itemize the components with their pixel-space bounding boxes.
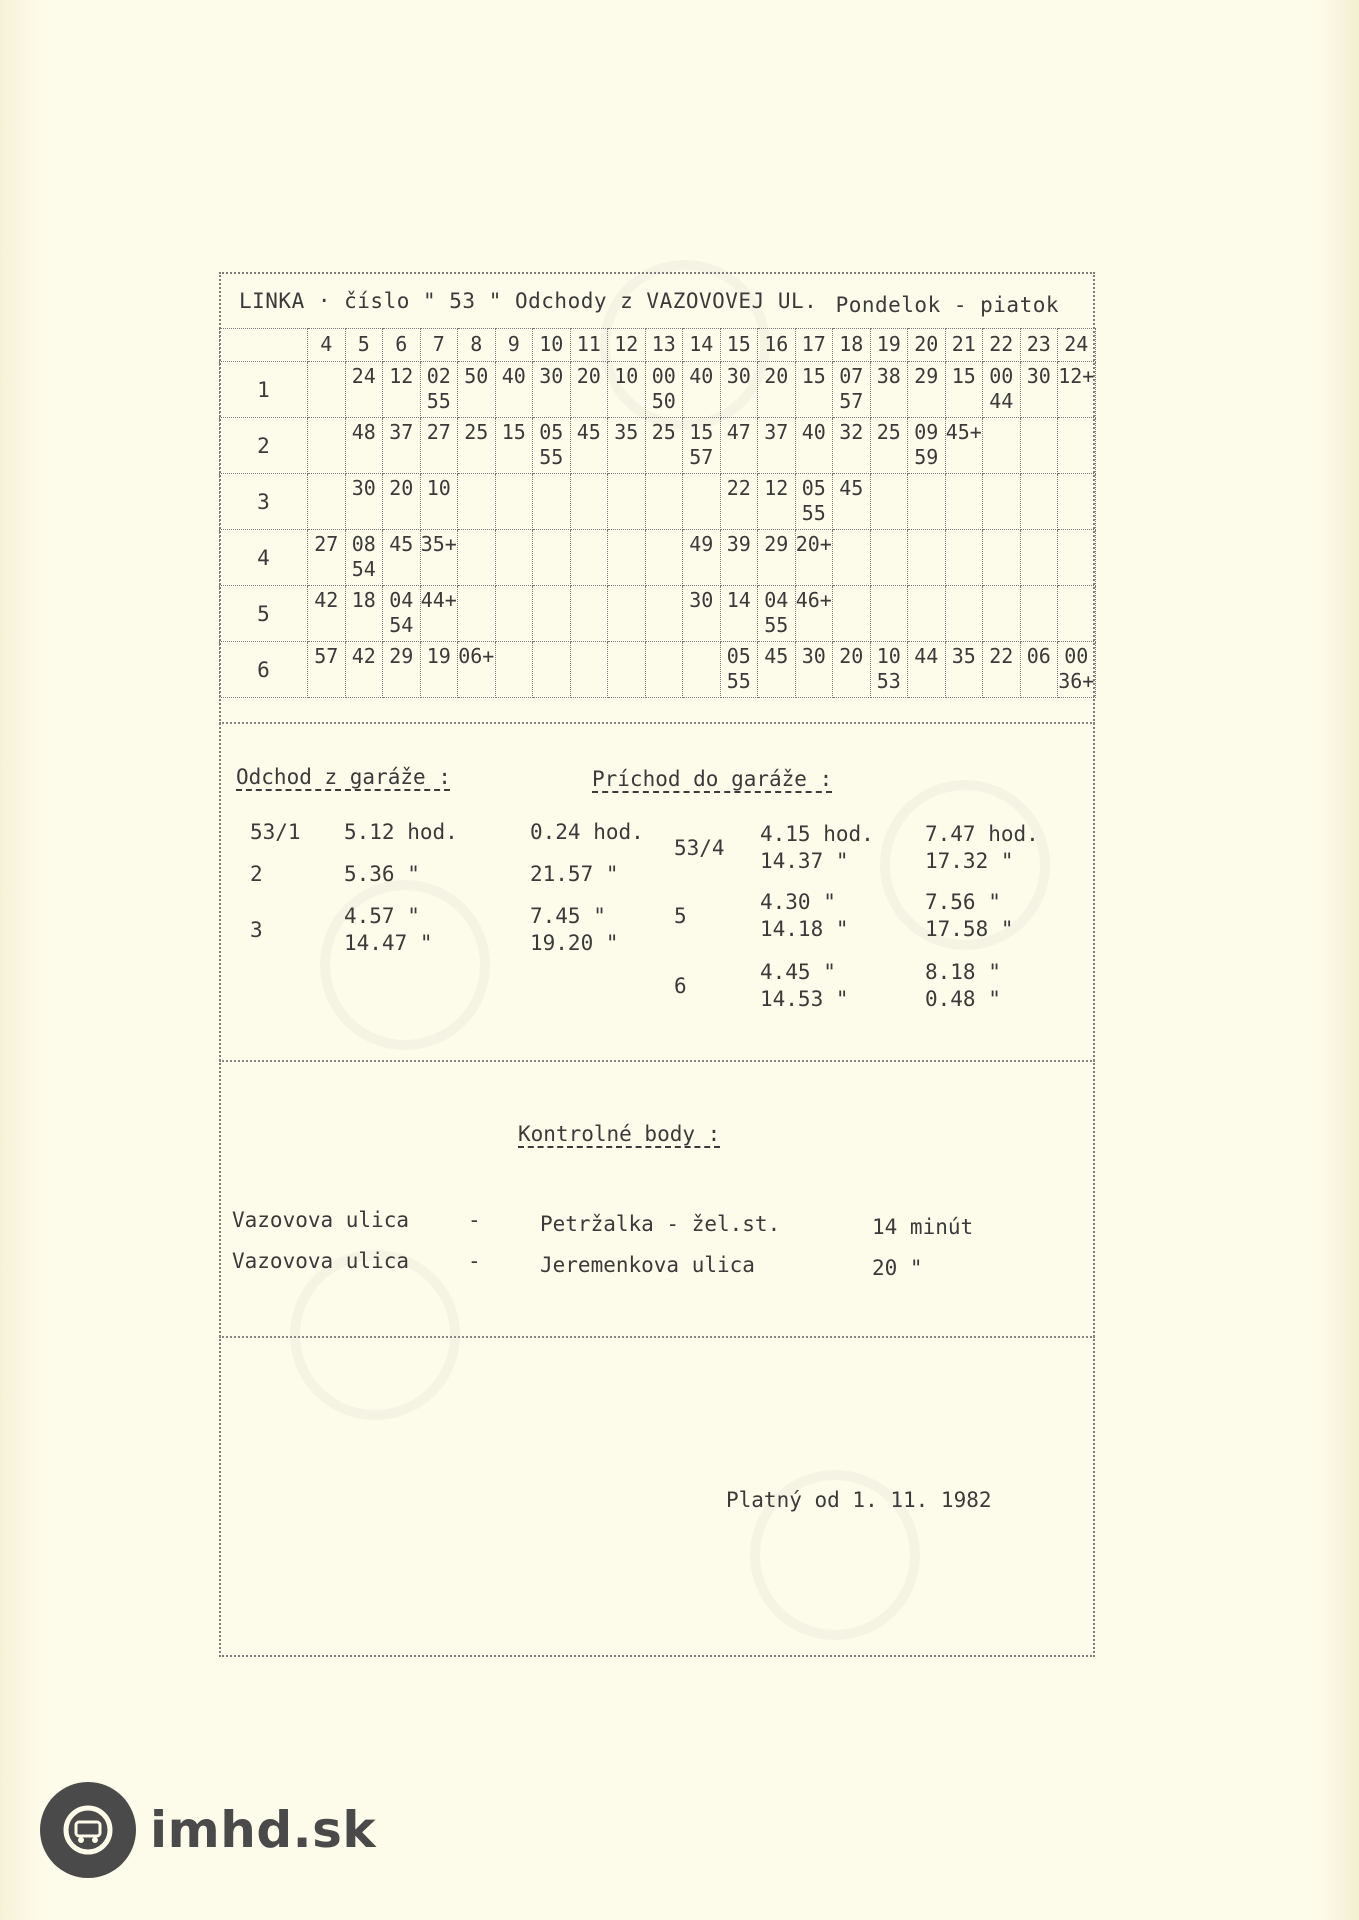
minute-cell — [420, 530, 458, 586]
hour-header: 4 — [308, 329, 346, 362]
garage-course-label: 5 — [674, 904, 687, 928]
minute-cell — [570, 474, 608, 530]
control-dash: - — [468, 1208, 481, 1232]
minute-cell — [383, 474, 421, 530]
minute-value-secondary: 55 — [426, 389, 451, 413]
minute-value: 46+ — [795, 588, 832, 612]
validity-note: Platný od 1. 11. 1982 — [726, 1488, 992, 1512]
minute-value: 40 — [501, 364, 526, 388]
hour-header: 18 — [833, 329, 871, 362]
hour-header: 20 — [908, 329, 946, 362]
hour-header: 15 — [720, 329, 758, 362]
minute-value-secondary: 55 — [726, 669, 751, 693]
minute-value: 35 — [951, 644, 976, 668]
hour-header: 23 — [1020, 329, 1058, 362]
control-from: Vazovova ulica — [232, 1249, 410, 1273]
minute-cell — [795, 642, 833, 698]
minute-cell — [758, 530, 796, 586]
minute-cell — [383, 642, 421, 698]
minute-cell — [1058, 362, 1096, 418]
minute-cell — [420, 362, 458, 418]
course-label: 2 — [220, 418, 308, 474]
minute-cell — [1058, 418, 1096, 474]
course-label: 5 — [220, 586, 308, 642]
minute-value: 20 — [764, 364, 789, 388]
minute-value: 04 — [389, 588, 414, 612]
minute-cell — [758, 362, 796, 418]
minute-cell — [795, 362, 833, 418]
minute-value: 40 — [801, 420, 826, 444]
minute-value: 00 — [1064, 644, 1089, 668]
minute-cell — [383, 418, 421, 474]
minute-value: 45+ — [945, 420, 982, 444]
minute-value: 57 — [314, 644, 339, 668]
course-label: 3 — [220, 474, 308, 530]
minute-cell — [908, 642, 946, 698]
minute-value: 06+ — [458, 644, 495, 668]
minute-value: 32 — [839, 420, 864, 444]
minute-value: 14 — [726, 588, 751, 612]
minute-value: 25 — [464, 420, 489, 444]
minute-cell — [645, 474, 683, 530]
minute-value-secondary: 50 — [651, 389, 676, 413]
minute-value-secondary: 44 — [989, 389, 1014, 413]
minute-cell — [533, 474, 571, 530]
minute-value: 30 — [539, 364, 564, 388]
minute-cell — [458, 362, 496, 418]
table-row — [220, 362, 1096, 418]
table-row — [220, 418, 1096, 474]
minute-cell — [758, 586, 796, 642]
minute-cell — [608, 362, 646, 418]
course-label: 6 — [220, 642, 308, 698]
garage-course-label: 2 — [250, 862, 263, 886]
timetable-header — [219, 285, 1095, 321]
hour-header-row — [220, 329, 1096, 362]
minute-value: 15 — [801, 364, 826, 388]
garage-departure-time: 4.30 " — [760, 890, 836, 914]
minute-value: 12 — [764, 476, 789, 500]
garage-departure-time: 4.45 " — [760, 960, 836, 984]
minute-cell — [533, 530, 571, 586]
hour-header: 8 — [458, 329, 496, 362]
minute-value: 39 — [726, 532, 751, 556]
minute-value-secondary: 59 — [914, 445, 939, 469]
garage-departure-time: 14.18 " — [760, 917, 849, 941]
hour-header: 7 — [420, 329, 458, 362]
minute-value-secondary: 55 — [764, 613, 789, 637]
hour-header: 6 — [383, 329, 421, 362]
minute-cell — [570, 642, 608, 698]
header-corner — [220, 329, 308, 362]
control-dash: - — [468, 1249, 481, 1273]
minute-cell — [1020, 418, 1058, 474]
minute-value: 30 — [689, 588, 714, 612]
minute-value-secondary: 53 — [876, 669, 901, 693]
minute-cell — [720, 530, 758, 586]
garage-departure-time: 4.15 hod. — [760, 822, 874, 846]
minute-value: 09 — [914, 420, 939, 444]
minute-cell — [758, 474, 796, 530]
minute-value: 00 — [651, 364, 676, 388]
minute-cell — [645, 418, 683, 474]
minute-value: 29 — [764, 532, 789, 556]
minute-value-secondary: 54 — [389, 613, 414, 637]
minute-cell — [308, 362, 346, 418]
garage-course-label: 53/4 — [674, 836, 725, 860]
minute-cell — [570, 586, 608, 642]
days-label: Pondelok - piatok — [835, 293, 1059, 317]
minute-cell — [1058, 586, 1096, 642]
minute-cell — [683, 642, 721, 698]
minute-value: 10 — [876, 644, 901, 668]
minute-value: 35 — [614, 420, 639, 444]
minute-value: 20 — [389, 476, 414, 500]
minute-value: 47 — [726, 420, 751, 444]
minute-cell — [645, 642, 683, 698]
table-row — [220, 474, 1096, 530]
garage-departure-time: 14.47 " — [344, 931, 433, 955]
hour-header: 14 — [683, 329, 721, 362]
minute-cell — [570, 362, 608, 418]
minute-cell — [495, 642, 533, 698]
control-to: Petržalka - žel.st. — [540, 1212, 781, 1236]
minute-cell — [795, 418, 833, 474]
minute-cell — [720, 418, 758, 474]
minute-value: 12 — [389, 364, 414, 388]
garage-course-label: 53/1 — [250, 820, 301, 844]
garage-arrival-time: 17.32 " — [925, 849, 1014, 873]
minute-value: 10 — [614, 364, 639, 388]
minute-cell — [833, 642, 871, 698]
minute-cell — [908, 530, 946, 586]
minute-value: 15 — [689, 420, 714, 444]
minute-value-secondary: 54 — [351, 557, 376, 581]
minute-cell — [645, 530, 683, 586]
garage-course-label: 3 — [250, 918, 263, 942]
minute-cell — [345, 530, 383, 586]
table-row — [220, 586, 1096, 642]
minute-cell — [833, 418, 871, 474]
minute-value: 15 — [951, 364, 976, 388]
minute-value: 12+ — [1058, 364, 1095, 388]
minute-value: 02 — [426, 364, 451, 388]
garage-arrival-time: 7.47 hod. — [925, 822, 1039, 846]
hour-header: 12 — [608, 329, 646, 362]
hour-header: 13 — [645, 329, 683, 362]
divider — [219, 1336, 1095, 1338]
minute-value-secondary: 57 — [839, 389, 864, 413]
minute-cell — [1058, 530, 1096, 586]
control-time: 14 minút — [872, 1215, 974, 1239]
minute-cell — [458, 530, 496, 586]
minute-cell — [383, 530, 421, 586]
hour-header: 17 — [795, 329, 833, 362]
minute-cell — [495, 474, 533, 530]
minute-cell — [720, 642, 758, 698]
garage-arrival-time: 7.56 " — [925, 890, 1001, 914]
minute-value: 37 — [764, 420, 789, 444]
minute-cell — [345, 474, 383, 530]
minute-cell — [308, 642, 346, 698]
hour-header: 21 — [945, 329, 983, 362]
minute-cell — [945, 474, 983, 530]
garage-arrival-time: 8.18 " — [925, 960, 1001, 984]
minute-cell — [870, 474, 908, 530]
control-from: Vazovova ulica — [232, 1208, 410, 1232]
minute-cell — [983, 586, 1021, 642]
minute-cell — [983, 530, 1021, 586]
minute-cell — [795, 474, 833, 530]
minute-value-secondary: 57 — [689, 445, 714, 469]
table-row — [220, 530, 1096, 586]
minute-cell — [683, 530, 721, 586]
garage-arrival-time: 17.58 " — [925, 917, 1014, 941]
minute-cell — [1020, 474, 1058, 530]
divider — [219, 722, 1095, 724]
minute-value: 08 — [351, 532, 376, 556]
minute-value: 40 — [689, 364, 714, 388]
minute-value: 10 — [426, 476, 451, 500]
minute-value: 45 — [764, 644, 789, 668]
minute-cell — [458, 474, 496, 530]
course-label: 1 — [220, 362, 308, 418]
minute-value-secondary: 36+ — [1058, 669, 1095, 693]
minute-cell — [533, 586, 571, 642]
minute-value: 22 — [726, 476, 751, 500]
garage-departure-time: 14.37 " — [760, 849, 849, 873]
minute-cell — [833, 474, 871, 530]
minute-cell — [345, 642, 383, 698]
garage-arrival-heading: Príchod do garáže : — [592, 767, 833, 791]
minute-value: 29 — [914, 364, 939, 388]
minute-cell — [908, 418, 946, 474]
control-time: 20 " — [872, 1256, 923, 1280]
minute-cell — [1020, 362, 1058, 418]
minute-cell — [1020, 530, 1058, 586]
minute-value: 24 — [351, 364, 376, 388]
garage-departure-time: 5.12 hod. — [344, 820, 458, 844]
minute-value: 27 — [314, 532, 339, 556]
minute-cell — [308, 530, 346, 586]
minute-value: 38 — [876, 364, 901, 388]
hour-header: 22 — [983, 329, 1021, 362]
minute-value: 22 — [989, 644, 1014, 668]
minute-cell — [645, 586, 683, 642]
minute-cell — [1020, 586, 1058, 642]
minute-cell — [308, 586, 346, 642]
minute-cell — [983, 418, 1021, 474]
minute-cell — [345, 362, 383, 418]
minute-value: 50 — [464, 364, 489, 388]
divider — [219, 1060, 1095, 1062]
minute-value: 04 — [764, 588, 789, 612]
minute-cell — [608, 530, 646, 586]
minute-cell — [1020, 642, 1058, 698]
minute-value: 20+ — [795, 532, 832, 556]
minute-value: 37 — [389, 420, 414, 444]
minute-cell — [908, 474, 946, 530]
minute-value: 27 — [426, 420, 451, 444]
page-title: LINKA · číslo " 53 " Odchody z VAZOVOVEJ UL. — [239, 289, 818, 313]
minute-cell — [908, 362, 946, 418]
minute-cell — [683, 362, 721, 418]
minute-cell — [870, 586, 908, 642]
minute-cell — [420, 642, 458, 698]
control-to: Jeremenkova ulica — [540, 1253, 755, 1277]
minute-cell — [833, 362, 871, 418]
minute-value: 05 — [726, 644, 751, 668]
minute-cell — [570, 530, 608, 586]
minute-cell — [608, 642, 646, 698]
hour-header: 16 — [758, 329, 796, 362]
minute-cell — [758, 418, 796, 474]
minute-cell — [533, 418, 571, 474]
hour-header: 5 — [345, 329, 383, 362]
minute-cell — [495, 586, 533, 642]
minute-cell — [608, 586, 646, 642]
table-row — [220, 642, 1096, 698]
minute-cell — [383, 586, 421, 642]
minute-cell — [795, 530, 833, 586]
minute-cell — [983, 362, 1021, 418]
logo-text: imhd.sk — [150, 1801, 377, 1859]
minute-cell — [383, 362, 421, 418]
minute-value: 48 — [351, 420, 376, 444]
minute-cell — [683, 474, 721, 530]
minute-cell — [795, 586, 833, 642]
minute-cell — [870, 362, 908, 418]
minute-cell — [945, 642, 983, 698]
minute-value: 19 — [426, 644, 451, 668]
minute-cell — [308, 418, 346, 474]
minute-cell — [870, 642, 908, 698]
minute-value: 20 — [576, 364, 601, 388]
minute-cell — [720, 586, 758, 642]
minute-cell — [833, 530, 871, 586]
minute-value: 44 — [914, 644, 939, 668]
minute-cell — [345, 586, 383, 642]
hour-header: 24 — [1058, 329, 1096, 362]
minute-cell — [833, 586, 871, 642]
minute-value: 07 — [839, 364, 864, 388]
minute-cell — [533, 362, 571, 418]
minute-cell — [458, 586, 496, 642]
hour-header: 9 — [495, 329, 533, 362]
garage-departure-time: 5.36 " — [344, 862, 420, 886]
garage-arrival-time: 19.20 " — [530, 931, 619, 955]
minute-value: 05 — [539, 420, 564, 444]
minute-value: 44+ — [420, 588, 457, 612]
minute-value: 30 — [801, 644, 826, 668]
minute-cell — [458, 418, 496, 474]
minute-cell — [945, 362, 983, 418]
minute-cell — [945, 530, 983, 586]
minute-value: 30 — [726, 364, 751, 388]
minute-cell — [1058, 474, 1096, 530]
minute-value: 42 — [314, 588, 339, 612]
minute-cell — [983, 474, 1021, 530]
minute-cell — [308, 474, 346, 530]
minute-value: 29 — [389, 644, 414, 668]
minute-value: 30 — [1026, 364, 1051, 388]
garage-arrival-time: 0.24 hod. — [530, 820, 644, 844]
minute-value: 18 — [351, 588, 376, 612]
minute-cell — [945, 586, 983, 642]
garage-arrival-time: 7.45 " — [530, 904, 606, 928]
minute-value-secondary: 55 — [801, 501, 826, 525]
garage-departure-time: 4.57 " — [344, 904, 420, 928]
minute-cell — [570, 418, 608, 474]
bus-icon — [40, 1782, 136, 1878]
minute-cell — [945, 418, 983, 474]
garage-arrival-time: 0.48 " — [925, 987, 1001, 1011]
minute-value: 45 — [389, 532, 414, 556]
minute-value-secondary: 55 — [539, 445, 564, 469]
minute-cell — [608, 474, 646, 530]
minute-cell — [908, 586, 946, 642]
minute-cell — [608, 418, 646, 474]
minute-value: 25 — [876, 420, 901, 444]
minute-value: 45 — [576, 420, 601, 444]
minute-value: 05 — [801, 476, 826, 500]
minute-value: 35+ — [420, 532, 457, 556]
hour-header: 19 — [870, 329, 908, 362]
minute-cell — [495, 418, 533, 474]
garage-course-label: 6 — [674, 974, 687, 998]
garage-departure-heading: Odchod z garáže : — [236, 765, 451, 789]
minute-cell — [495, 530, 533, 586]
minute-value: 45 — [839, 476, 864, 500]
control-points-heading: Kontrolné body : — [518, 1122, 721, 1146]
minute-cell — [420, 418, 458, 474]
minute-cell — [720, 362, 758, 418]
minute-value: 49 — [689, 532, 714, 556]
departure-table — [219, 328, 1096, 698]
minute-value: 25 — [651, 420, 676, 444]
garage-departure-time: 14.53 " — [760, 987, 849, 1011]
course-label: 4 — [220, 530, 308, 586]
minute-cell — [345, 418, 383, 474]
minute-value: 00 — [989, 364, 1014, 388]
minute-value: 06 — [1026, 644, 1051, 668]
minute-cell — [420, 474, 458, 530]
garage-arrival-time: 21.57 " — [530, 862, 619, 886]
minute-cell — [458, 642, 496, 698]
minute-cell — [683, 418, 721, 474]
minute-cell — [720, 474, 758, 530]
minute-value: 15 — [501, 420, 526, 444]
minute-value: 30 — [351, 476, 376, 500]
minute-cell — [870, 530, 908, 586]
minute-cell — [758, 642, 796, 698]
minute-cell — [1058, 642, 1096, 698]
minute-cell — [420, 586, 458, 642]
minute-cell — [683, 586, 721, 642]
minute-cell — [533, 642, 571, 698]
hour-header: 10 — [533, 329, 571, 362]
minute-cell — [495, 362, 533, 418]
hour-header: 11 — [570, 329, 608, 362]
minute-cell — [870, 418, 908, 474]
minute-cell — [983, 642, 1021, 698]
site-logo[interactable] — [40, 1782, 376, 1878]
minute-value: 20 — [839, 644, 864, 668]
minute-value: 42 — [351, 644, 376, 668]
minute-cell — [645, 362, 683, 418]
